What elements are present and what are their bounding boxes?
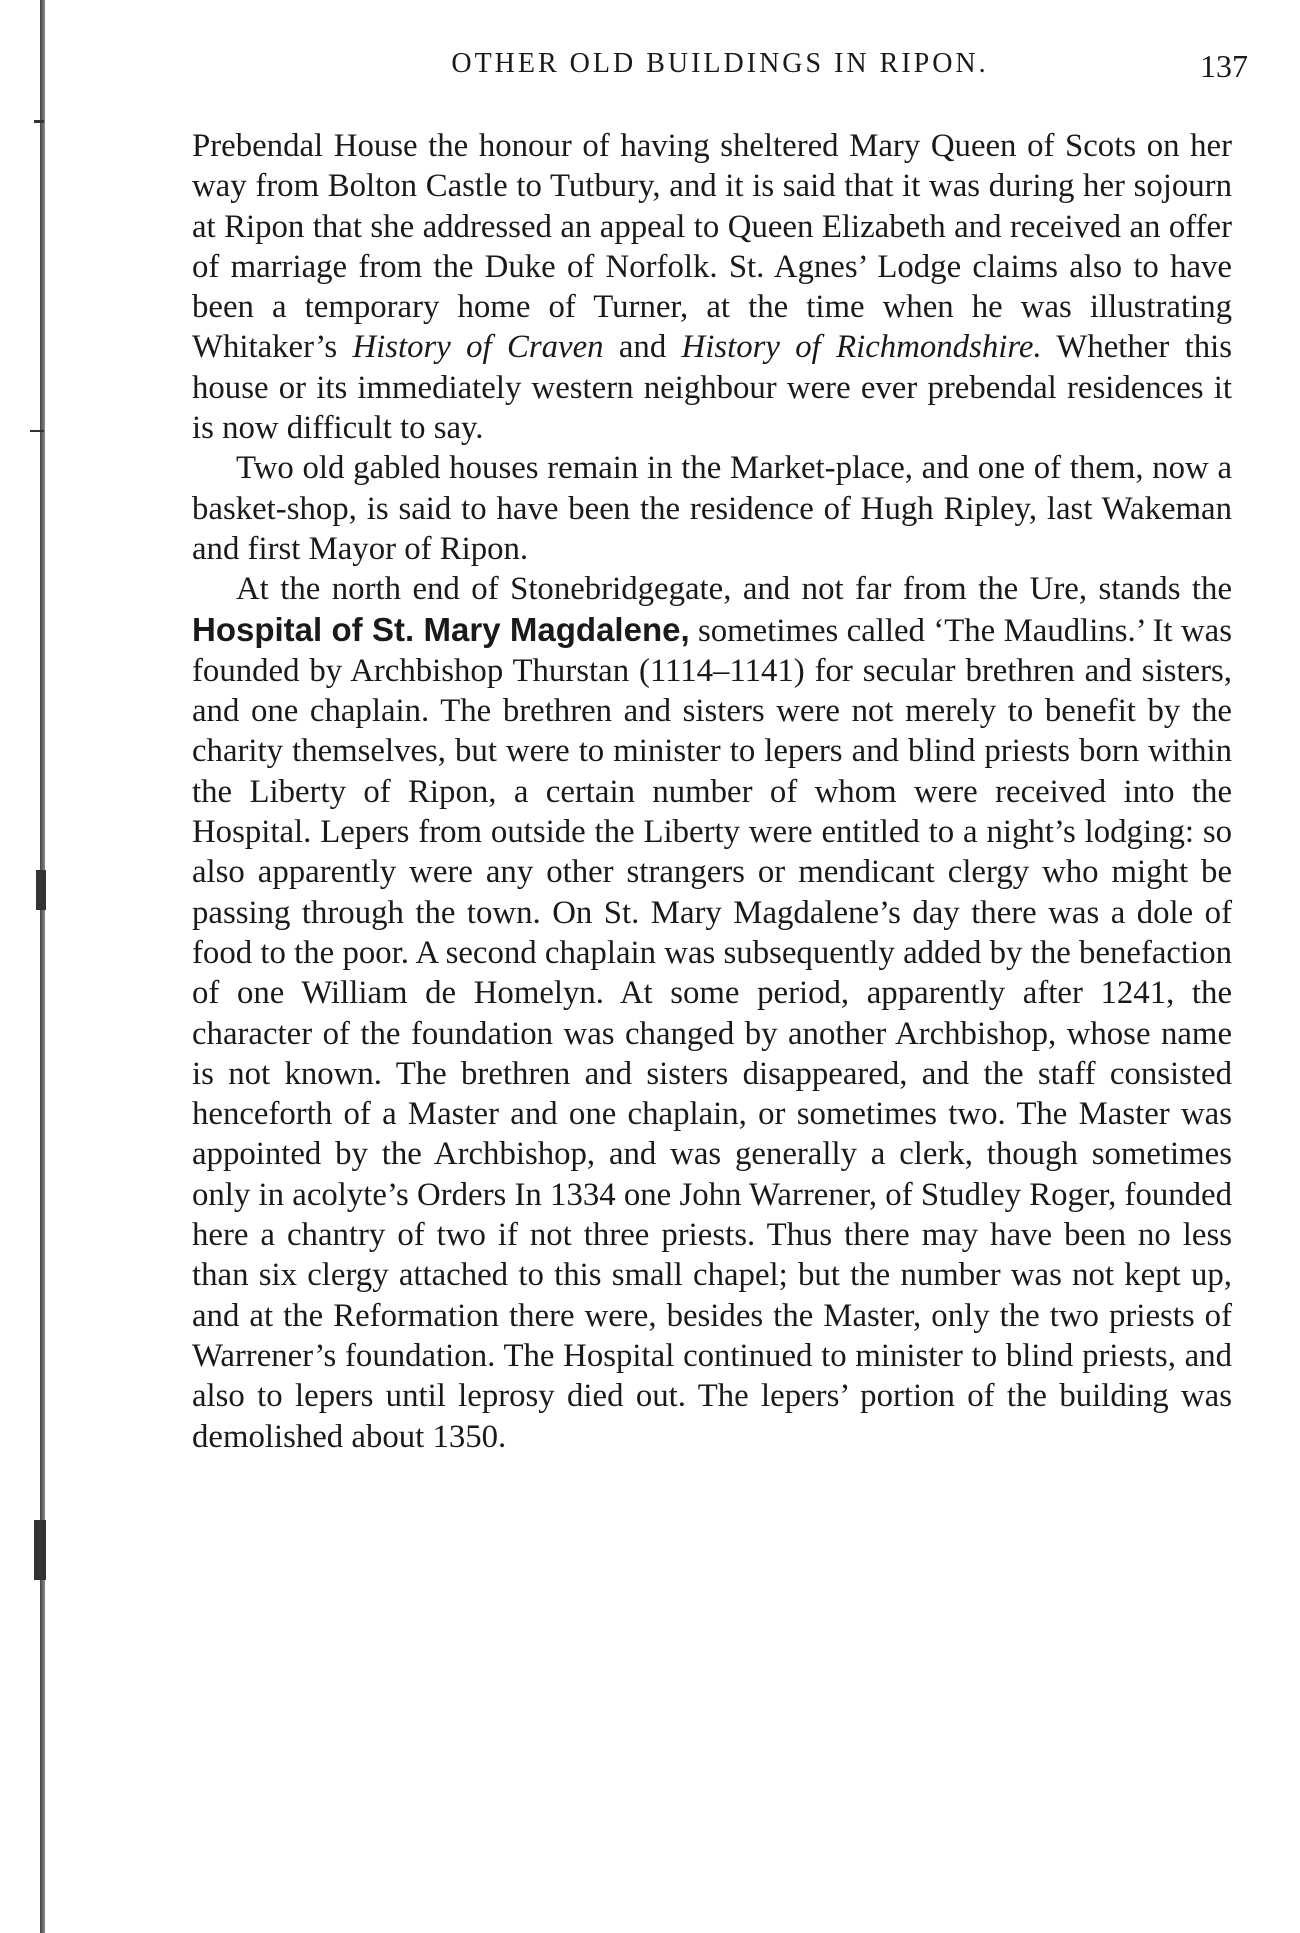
text-span: Prebendal House the honour of having sheltered Mary Queen of Scots on her way from Bolton Castle to Tutbury, and it is said that it was during her sojourn at Ripon that she addressed an appeal to Queen Elizabeth and received an offer of marriage from the Duke of Norfolk. St. Agnes’ Lodge claims also to have been a temporary home of Turner, at the time when he was illustrating Whitaker’s (192, 128, 1232, 366)
paragraph (192, 569, 1232, 1457)
text-span: and (603, 329, 682, 366)
text-span: sometimes called ‘The Maudlins.’ It was founded by Archbishop Thurstan (1114–1141) for secular brethren and sisters, and one chaplain. The brethren and sisters were not merely to benefit by the charity themselves, but were to minister to lepers and blind priests born within the Liberty of Ripon, a certain number of whom were received into the Hospital. Lepers from outside the Liberty were entitled to a night’s lodging: so also apparently were any other strangers or mendicant clergy who might be passing through the town. On St. Mary Magdalene’s day there was a dole of food to the poor. A second chaplain was subsequently added by the benefaction of one William de Homelyn. At some period, apparently after 1241, the character of the foundation was changed by another Archbishop, whose name is not known. The brethren and sisters disappeared, and the staff consisted henceforth of a Master and one chaplain, or sometimes two. The Master was appointed by the Archbishop, and was generally a clerk, though sometimes only in acolyte’s Orders In 1334 one John Warrener, of Studley Roger, founded here a chantry of two if not three priests. Thus there may have been no less than six clergy attached to this small chapel; but the number was not kept up, and at the Reformation there were, besides the Master, only the two priests of Warrener’s foundation. The Hospital continued to minister to blind priests, and also to lepers until leprosy died out. The lepers’ portion of the building was demolished about 1350. (192, 612, 1232, 1455)
page-binding-edge (40, 0, 45, 1933)
book-title: History of Craven (352, 329, 604, 366)
text-span: Two old gabled houses remain in the Market-place, and one of them, now a basket-shop, is said to have been the residence of Hugh Ripley, last Wakeman and first Mayor of Ripon. (192, 450, 1232, 567)
text-span: Whether this house or its immediately western neighbour were ever prebendal residences it is now difficult to say. (192, 329, 1232, 447)
section-heading-inline: Hospital of St. Mary Magdalene, (192, 610, 690, 648)
running-title: OTHER OLD BUILDINGS IN RIPON. (451, 48, 989, 79)
paragraph (192, 126, 1232, 448)
page-header (192, 48, 1248, 88)
paragraph (192, 448, 1232, 569)
binding-mark (34, 120, 44, 123)
book-title: History of Richmondshire. (681, 329, 1042, 366)
body-text (192, 126, 1232, 1457)
binding-mark (36, 870, 46, 910)
text-span: At the north end of Stonebridgegate, and not far from the Ure, stands the (236, 571, 1232, 608)
binding-mark (30, 430, 44, 432)
binding-mark (34, 1520, 46, 1580)
page-number: 137 (1200, 48, 1248, 84)
